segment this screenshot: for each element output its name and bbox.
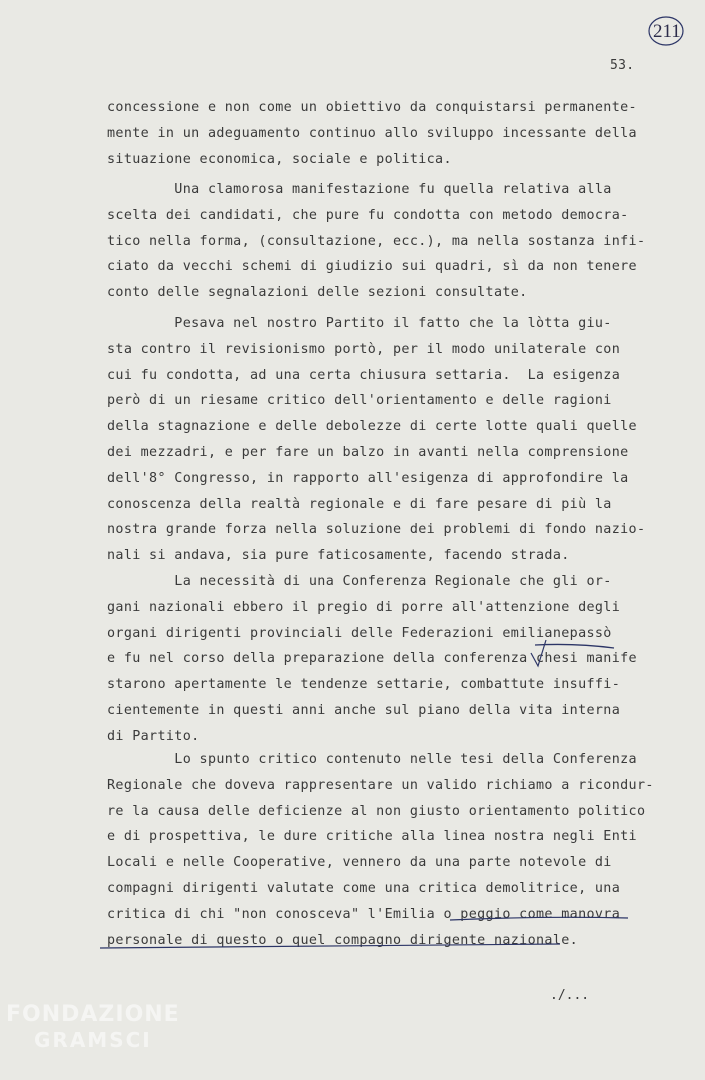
text-line: situazione economica, sociale e politica.: [107, 151, 452, 167]
archive-number: 211: [653, 21, 681, 42]
text-line: cientemente in questi anni anche sul piano della vita interna: [107, 703, 621, 718]
text-line: La necessità di una Conferenza Regionale che gli or-: [107, 574, 612, 589]
text-line: personale di questo o quel compagno dirigente nazionale.: [107, 932, 579, 948]
text-line: conoscenza della realtà regionale e di fare pesare di più la: [107, 496, 612, 512]
text-line: mente in un adeguamento continuo allo sviluppo incessante della: [107, 125, 637, 141]
watermark-line1: FONDAZIONE: [6, 1002, 180, 1027]
text-line: però di un riesame critico dell'orientamento e delle ragioni: [107, 393, 612, 409]
underline-mark-1: [535, 644, 614, 648]
text-line: e fu nel corso della preparazione della conferenza chesi manife: [107, 651, 637, 667]
text-line: compagni dirigenti valutate come una critica demolitrice, una: [107, 881, 621, 896]
text-line: tico nella forma, (consultazione, ecc.), ma nella sostanza infi-: [107, 233, 646, 249]
text-line: dell'8° Congresso, in rapporto all'esigenza di approfondire la: [107, 470, 629, 486]
text-line: di Partito.: [107, 728, 200, 744]
page-number: 53.: [610, 58, 635, 73]
text-line: scelta dei candidati, che pure fu condotta con metodo democra-: [107, 207, 629, 223]
text-line: Locali e nelle Cooperative, vennero da una parte notevole di: [107, 855, 612, 871]
watermark: [6, 1004, 180, 1050]
text-line: cui fu condotta, ad una certa chiusura settaria. La esigenza: [107, 367, 621, 383]
watermark-line2: GRAMSCI: [34, 1028, 152, 1052]
text-line: Lo spunto critico contenuto nelle tesi della Conferenza: [107, 752, 637, 767]
text-line: organi dirigenti provinciali delle Federazioni emilianepassò: [107, 625, 612, 641]
text-line: nostra grande forza nella soluzione dei problemi di fondo nazio-: [107, 522, 646, 538]
text-line: sta contro il revisionismo portò, per il modo unilaterale con: [107, 341, 621, 357]
text-line: e di prospettiva, le dure critiche alla linea nostra negli Enti: [107, 829, 637, 845]
text-line: concessione e non come un obiettivo da conquistarsi permanente-: [107, 100, 637, 115]
text-line: nali si andava, sia pure faticosamente, facendo strada.: [107, 548, 570, 564]
text-line: conto delle segnalazioni delle sezioni consultate.: [107, 285, 528, 301]
continuation-mark: ./...: [550, 988, 590, 1003]
text-line: Pesava nel nostro Partito il fatto che la lòtta giu-: [107, 316, 612, 331]
text-line: della stagnazione e delle debolezze di certe lotte quali quelle: [107, 419, 637, 435]
text-line: critica di chi "non conosceva" l'Emilia o peggio come manovra: [107, 906, 621, 922]
text-line: gani nazionali ebbero il pregio di porre all'attenzione degli: [107, 599, 621, 615]
text-line: Una clamorosa manifestazione fu quella relativa alla: [107, 182, 612, 197]
text-line: re la causa delle deficienze al non giusto orientamento politico: [107, 803, 646, 819]
text-line: dei mezzadri, e per fare un balzo in avanti nella comprensione: [107, 445, 629, 460]
text-line: Regionale che doveva rappresentare un valido richiamo a ricondur-: [107, 777, 654, 793]
text-line: ciato da vecchi schemi di giudizio sui quadri, sì da non tenere: [107, 259, 637, 275]
archive-stamp: [645, 14, 685, 48]
text-line: starono apertamente le tendenze settarie, combattute insuffi-: [107, 677, 621, 693]
